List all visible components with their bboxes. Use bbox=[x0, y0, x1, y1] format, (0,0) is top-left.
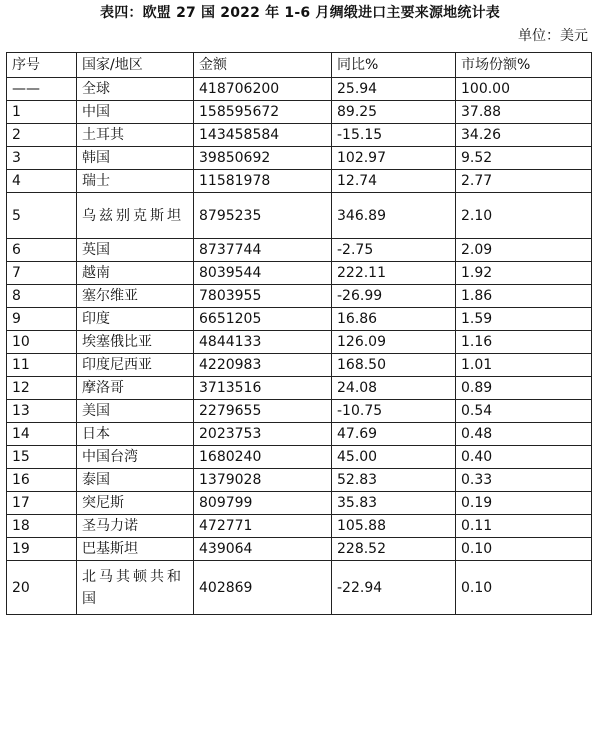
cell-yoy: -22.94 bbox=[332, 561, 456, 615]
cell-yoy: 102.97 bbox=[332, 147, 456, 170]
import-sources-table bbox=[6, 52, 592, 615]
cell-share: 0.10 bbox=[456, 561, 592, 615]
table-row bbox=[7, 193, 592, 239]
table-header-row bbox=[7, 53, 592, 78]
cell-amount: 472771 bbox=[194, 515, 332, 538]
cell-country: 越南 bbox=[77, 262, 194, 285]
table-row bbox=[7, 147, 592, 170]
cell-rank: 7 bbox=[7, 262, 77, 285]
cell-rank: 2 bbox=[7, 124, 77, 147]
cell-rank: 18 bbox=[7, 515, 77, 538]
table-row bbox=[7, 561, 592, 615]
cell-amount: 809799 bbox=[194, 492, 332, 515]
cell-share: 1.16 bbox=[456, 331, 592, 354]
cell-yoy: 47.69 bbox=[332, 423, 456, 446]
cell-amount: 39850692 bbox=[194, 147, 332, 170]
cell-country: 日本 bbox=[77, 423, 194, 446]
cell-rank: 12 bbox=[7, 377, 77, 400]
cell-rank: 8 bbox=[7, 285, 77, 308]
table-row bbox=[7, 446, 592, 469]
cell-share: 1.59 bbox=[456, 308, 592, 331]
cell-rank: 10 bbox=[7, 331, 77, 354]
cell-rank: 5 bbox=[7, 193, 77, 239]
table-title: 表四：欧盟 27 国 2022 年 1-6 月绸缎进口主要来源地统计表 bbox=[100, 5, 500, 21]
cell-share: 2.10 bbox=[456, 193, 592, 239]
cell-share: 0.19 bbox=[456, 492, 592, 515]
cell-share: 2.09 bbox=[456, 239, 592, 262]
table-row bbox=[7, 285, 592, 308]
cell-share: 1.92 bbox=[456, 262, 592, 285]
cell-country: 摩洛哥 bbox=[77, 377, 194, 400]
cell-amount: 143458584 bbox=[194, 124, 332, 147]
cell-rank: 17 bbox=[7, 492, 77, 515]
cell-yoy: -10.75 bbox=[332, 400, 456, 423]
cell-rank: 19 bbox=[7, 538, 77, 561]
cell-rank: 16 bbox=[7, 469, 77, 492]
cell-amount: 158595672 bbox=[194, 101, 332, 124]
header-country: 国家/地区 bbox=[77, 53, 194, 78]
cell-amount: 8737744 bbox=[194, 239, 332, 262]
cell-country: 全球 bbox=[77, 78, 194, 101]
cell-yoy: -15.15 bbox=[332, 124, 456, 147]
cell-rank: 15 bbox=[7, 446, 77, 469]
cell-share: 1.86 bbox=[456, 285, 592, 308]
cell-amount: 2023753 bbox=[194, 423, 332, 446]
cell-amount: 1680240 bbox=[194, 446, 332, 469]
cell-rank: 20 bbox=[7, 561, 77, 615]
cell-rank: —— bbox=[7, 78, 77, 101]
cell-country: 中国台湾 bbox=[77, 446, 194, 469]
cell-yoy: 89.25 bbox=[332, 101, 456, 124]
cell-country: 印度 bbox=[77, 308, 194, 331]
cell-share: 37.88 bbox=[456, 101, 592, 124]
cell-share: 0.10 bbox=[456, 538, 592, 561]
table-row bbox=[7, 239, 592, 262]
cell-country: 北马其顿共和国 bbox=[77, 561, 194, 615]
table-row bbox=[7, 354, 592, 377]
cell-yoy: 24.08 bbox=[332, 377, 456, 400]
cell-amount: 7803955 bbox=[194, 285, 332, 308]
cell-yoy: 168.50 bbox=[332, 354, 456, 377]
cell-amount: 11581978 bbox=[194, 170, 332, 193]
cell-country: 瑞士 bbox=[77, 170, 194, 193]
cell-country: 突尼斯 bbox=[77, 492, 194, 515]
cell-amount: 4844133 bbox=[194, 331, 332, 354]
cell-country: 土耳其 bbox=[77, 124, 194, 147]
cell-amount: 2279655 bbox=[194, 400, 332, 423]
table-row bbox=[7, 469, 592, 492]
cell-rank: 3 bbox=[7, 147, 77, 170]
table-row bbox=[7, 78, 592, 101]
cell-yoy: 228.52 bbox=[332, 538, 456, 561]
header-yoy: 同比% bbox=[332, 53, 456, 78]
unit-label: 单位：美元 bbox=[518, 28, 588, 44]
cell-country: 乌兹别克斯坦 bbox=[77, 193, 194, 239]
cell-amount: 6651205 bbox=[194, 308, 332, 331]
table-row bbox=[7, 308, 592, 331]
cell-country: 塞尔维亚 bbox=[77, 285, 194, 308]
cell-rank: 13 bbox=[7, 400, 77, 423]
cell-rank: 14 bbox=[7, 423, 77, 446]
cell-share: 100.00 bbox=[456, 78, 592, 101]
cell-yoy: 45.00 bbox=[332, 446, 456, 469]
table-row bbox=[7, 400, 592, 423]
cell-yoy: -2.75 bbox=[332, 239, 456, 262]
cell-yoy: 105.88 bbox=[332, 515, 456, 538]
header-amount: 金额 bbox=[194, 53, 332, 78]
cell-share: 0.89 bbox=[456, 377, 592, 400]
cell-rank: 6 bbox=[7, 239, 77, 262]
cell-amount: 8795235 bbox=[194, 193, 332, 239]
cell-amount: 418706200 bbox=[194, 78, 332, 101]
cell-country: 圣马力诺 bbox=[77, 515, 194, 538]
table-row bbox=[7, 423, 592, 446]
cell-amount: 4220983 bbox=[194, 354, 332, 377]
cell-country: 英国 bbox=[77, 239, 194, 262]
table-row bbox=[7, 377, 592, 400]
cell-yoy: 222.11 bbox=[332, 262, 456, 285]
cell-yoy: 346.89 bbox=[332, 193, 456, 239]
cell-share: 0.40 bbox=[456, 446, 592, 469]
cell-share: 0.33 bbox=[456, 469, 592, 492]
cell-rank: 9 bbox=[7, 308, 77, 331]
cell-yoy: 52.83 bbox=[332, 469, 456, 492]
cell-amount: 1379028 bbox=[194, 469, 332, 492]
table-row bbox=[7, 515, 592, 538]
cell-yoy: 35.83 bbox=[332, 492, 456, 515]
header-rank: 序号 bbox=[7, 53, 77, 78]
cell-rank: 1 bbox=[7, 101, 77, 124]
cell-amount: 402869 bbox=[194, 561, 332, 615]
cell-share: 2.77 bbox=[456, 170, 592, 193]
table-row bbox=[7, 170, 592, 193]
cell-yoy: 12.74 bbox=[332, 170, 456, 193]
cell-share: 1.01 bbox=[456, 354, 592, 377]
cell-country: 埃塞俄比亚 bbox=[77, 331, 194, 354]
cell-country: 泰国 bbox=[77, 469, 194, 492]
cell-country: 美国 bbox=[77, 400, 194, 423]
cell-country: 印度尼西亚 bbox=[77, 354, 194, 377]
table-row bbox=[7, 331, 592, 354]
table-row bbox=[7, 262, 592, 285]
table-row bbox=[7, 538, 592, 561]
cell-yoy: 16.86 bbox=[332, 308, 456, 331]
cell-amount: 8039544 bbox=[194, 262, 332, 285]
cell-amount: 439064 bbox=[194, 538, 332, 561]
cell-share: 0.11 bbox=[456, 515, 592, 538]
cell-share: 0.54 bbox=[456, 400, 592, 423]
table-row bbox=[7, 492, 592, 515]
cell-rank: 4 bbox=[7, 170, 77, 193]
cell-amount: 3713516 bbox=[194, 377, 332, 400]
cell-yoy: 126.09 bbox=[332, 331, 456, 354]
cell-country: 巴基斯坦 bbox=[77, 538, 194, 561]
cell-country: 韩国 bbox=[77, 147, 194, 170]
cell-share: 9.52 bbox=[456, 147, 592, 170]
header-share: 市场份额% bbox=[456, 53, 592, 78]
cell-yoy: 25.94 bbox=[332, 78, 456, 101]
cell-share: 0.48 bbox=[456, 423, 592, 446]
cell-rank: 11 bbox=[7, 354, 77, 377]
cell-share: 34.26 bbox=[456, 124, 592, 147]
cell-yoy: -26.99 bbox=[332, 285, 456, 308]
table-row bbox=[7, 101, 592, 124]
table-row bbox=[7, 124, 592, 147]
cell-country: 中国 bbox=[77, 101, 194, 124]
